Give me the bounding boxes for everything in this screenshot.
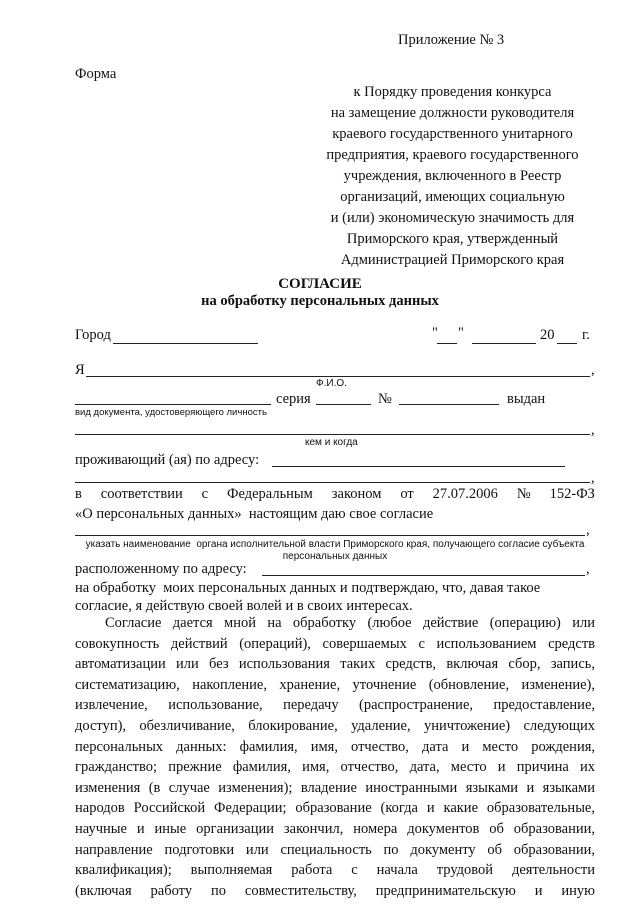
paragraph-line: изменения (в случае изменения); владение иностранными языками и языками: [75, 779, 595, 796]
paragraph-line: персональных данных: фамилия, имя, отчество, дата и место рождения,: [75, 738, 595, 755]
consent-paragraph: [75, 613, 595, 901]
city-label: Город: [75, 327, 111, 343]
form-label: Форма: [75, 66, 117, 82]
order-line: на замещение должности руководителя: [330, 105, 575, 121]
paragraph-line: Согласие дается мной на обработку (любое действие (операцию) или: [105, 615, 595, 631]
fio-caption: Ф.И.О.: [316, 378, 347, 389]
order-line: организаций, имеющих социальную: [340, 189, 565, 205]
located-label: расположенному по адресу:: [75, 561, 247, 577]
organization-caption: указать наименование органа исполнительной власти Приморского края, получающего согласие субъекта: [85, 539, 585, 550]
address-field-continued[interactable]: [75, 482, 590, 483]
order-line: Приморского края, утвержденный: [346, 231, 559, 247]
series-field[interactable]: [316, 404, 371, 405]
law-word: в: [75, 486, 82, 502]
order-line: и (или) экономическую значимость для: [330, 210, 575, 226]
fio-field[interactable]: [86, 376, 590, 377]
comma: ,: [586, 522, 590, 538]
year-suffix: г.: [582, 327, 590, 343]
residing-label: проживающий (ая) по адресу:: [75, 452, 260, 468]
order-line: Администрацией Приморского края: [340, 252, 565, 268]
issued-by-field[interactable]: [75, 434, 590, 435]
law-word: соответствии: [100, 486, 183, 502]
year-field[interactable]: [557, 343, 577, 344]
document-type-field[interactable]: [75, 404, 271, 405]
paragraph-line: доступ), обезличивание, блокирование, удаление, уничтожение) следующих: [75, 717, 595, 734]
year-prefix: 20: [540, 327, 555, 343]
document-type-caption: вид документа, удостоверяющего личность: [75, 407, 267, 418]
comma: ,: [591, 470, 595, 486]
law-number: 152-ФЗ: [549, 486, 595, 502]
i-label: Я: [75, 362, 85, 378]
organization-caption-continued: персональных данных: [282, 551, 388, 562]
month-field[interactable]: [472, 343, 536, 344]
date-quote-close: ": [458, 325, 464, 341]
law-word: Федеральным: [227, 486, 313, 502]
law-word: №: [516, 486, 531, 502]
date-quote-open: ": [432, 325, 438, 341]
law-word: с: [201, 486, 209, 502]
organization-address-field[interactable]: [262, 575, 585, 576]
document-title: СОГЛАСИЕ: [278, 276, 362, 292]
paragraph-line: извлечение, использование, передачу (распространение, предоставление,: [75, 697, 595, 714]
number-label: №: [378, 391, 392, 407]
order-reference: [300, 82, 605, 271]
issued-label: выдан: [507, 391, 546, 407]
day-field[interactable]: [437, 343, 457, 344]
order-line: к Порядку проведения конкурса: [353, 84, 552, 100]
paragraph-line: совокупность действий (операций), совершаемых с использованием средств: [75, 635, 595, 652]
comma: ,: [591, 362, 595, 378]
paragraph-line: автоматизации или без использования таких средств, включая сбор, запись,: [75, 656, 595, 673]
paragraph-line: направление подготовки или специальность по документу об образовании,: [75, 841, 595, 858]
issued-by-caption: кем и когда: [305, 437, 358, 448]
consent-line: на обработку моих персональных данных и подтверждаю, что, давая такое: [75, 580, 541, 596]
law-word: законом: [331, 486, 382, 502]
document-subtitle: на обработку персональных данных: [201, 293, 439, 309]
number-field[interactable]: [399, 404, 499, 405]
paragraph-line: гражданство; прежние фамилия, имя, отчество, дата, место и причина их: [75, 759, 595, 776]
comma: ,: [586, 561, 590, 577]
organization-field[interactable]: [75, 535, 585, 536]
consent-line: согласие, я действую своей волей и в своих интересах.: [75, 598, 413, 614]
paragraph-line: квалификация); выполняемая работа с начала трудовой деятельности: [75, 862, 595, 879]
paragraph-line: народов Российской Федерации; образование (когда и какие образовательные,: [75, 800, 595, 817]
law-word: от: [400, 486, 414, 502]
order-line: краевого государственного унитарного: [332, 126, 573, 142]
law-reference-line: [75, 486, 595, 503]
paragraph-line: научные и иные организации закончил, номера документов об образовании,: [75, 820, 595, 837]
paragraph-line: систематизацию, накопление, хранение, уточнение (обновление, изменение),: [75, 676, 595, 693]
order-line: учреждения, включенного в Реестр: [343, 168, 562, 184]
address-field[interactable]: [272, 466, 565, 467]
comma: ,: [591, 422, 595, 438]
city-field[interactable]: [113, 343, 258, 344]
series-label: серия: [276, 391, 311, 407]
law-name-line: «О персональных данных» настоящим даю свое согласие: [75, 506, 434, 522]
appendix-label: Приложение № 3: [398, 32, 505, 48]
paragraph-line: (включая работу по совместительству, предпринимательскую и иную: [75, 882, 595, 899]
order-line: предприятия, краевого государственного: [326, 147, 579, 163]
law-date: 27.07.2006: [432, 486, 498, 502]
